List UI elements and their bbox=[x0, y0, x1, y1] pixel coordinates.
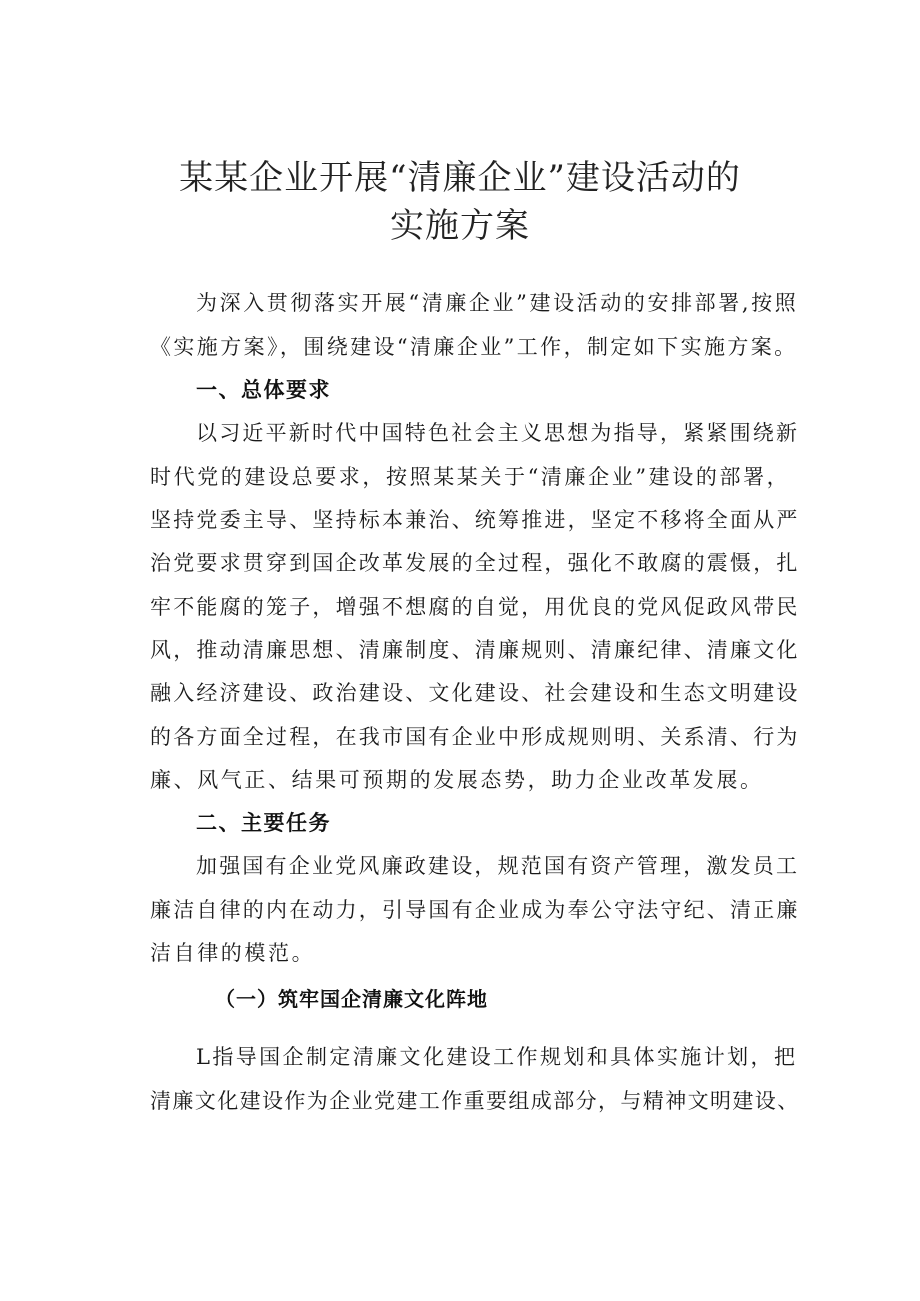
subsection-1-line-2: 清廉文化建设作为企业党建工作重要组成部分，与精神文明建设、 bbox=[150, 1089, 800, 1113]
subsection-1-line-1: L指导国企制定清廉文化建设工作规划和具体实施计划，把 bbox=[196, 1045, 798, 1069]
document-title-line-2: 实施方案 bbox=[390, 206, 530, 246]
document-title-line-1: 某某企业开展“清廉企业”建设活动的 bbox=[179, 158, 741, 198]
section-1-line-4: 治党要求贯穿到国企改革发展的全过程，强化不敢腐的震慑，扎 bbox=[150, 551, 800, 575]
section-2-line-1: 加强国有企业党风廉政建设，规范国有资产管理，激发员工 bbox=[196, 854, 800, 878]
section-1-heading: 一、总体要求 bbox=[196, 378, 331, 402]
section-1-line-9: 廉、风气正、结果可预期的发展态势，助力企业改革发展。 bbox=[150, 768, 764, 792]
intro-line-2: 《实施方案》，围绕建设“清廉企业”工作，制定如下实施方案。 bbox=[150, 335, 798, 359]
section-1-line-7: 融入经济建设、政治建设、文化建设、社会建设和生态文明建设 bbox=[150, 681, 800, 705]
section-1-line-2: 时代党的建设总要求，按照某某关于“清廉企业”建设的部署， bbox=[150, 465, 791, 489]
section-1-line-1: 以习近平新时代中国特色社会主义思想为指导，紧紧围绕新 bbox=[196, 421, 800, 445]
section-1-line-3: 坚持党委主导、坚持标本兼治、统筹推进，坚定不移将全面从严 bbox=[150, 508, 800, 532]
section-2-line-3: 洁自律的模范。 bbox=[150, 941, 316, 965]
section-1-line-6: 风，推动清廉思想、清廉制度、清廉规则、清廉纪律、清廉文化 bbox=[150, 638, 800, 662]
section-2-line-2: 廉洁自律的内在动力，引导国有企业成为奉公守法守纪、清正廉 bbox=[150, 898, 800, 922]
subsection-1-heading: （一）筑牢国企清廉文化阵地 bbox=[215, 987, 488, 1011]
intro-line-1: 为深入贯彻落实开展“清廉企业”建设活动的安排部署,按照 bbox=[196, 291, 799, 315]
section-1-line-5: 牢不能腐的笼子，增强不想腐的自觉，用优良的党风促政风带民 bbox=[150, 595, 800, 619]
section-1-line-8: 的各方面全过程，在我市国有企业中形成规则明、关系清、行为 bbox=[150, 725, 800, 749]
section-2-heading: 二、主要任务 bbox=[196, 811, 331, 835]
